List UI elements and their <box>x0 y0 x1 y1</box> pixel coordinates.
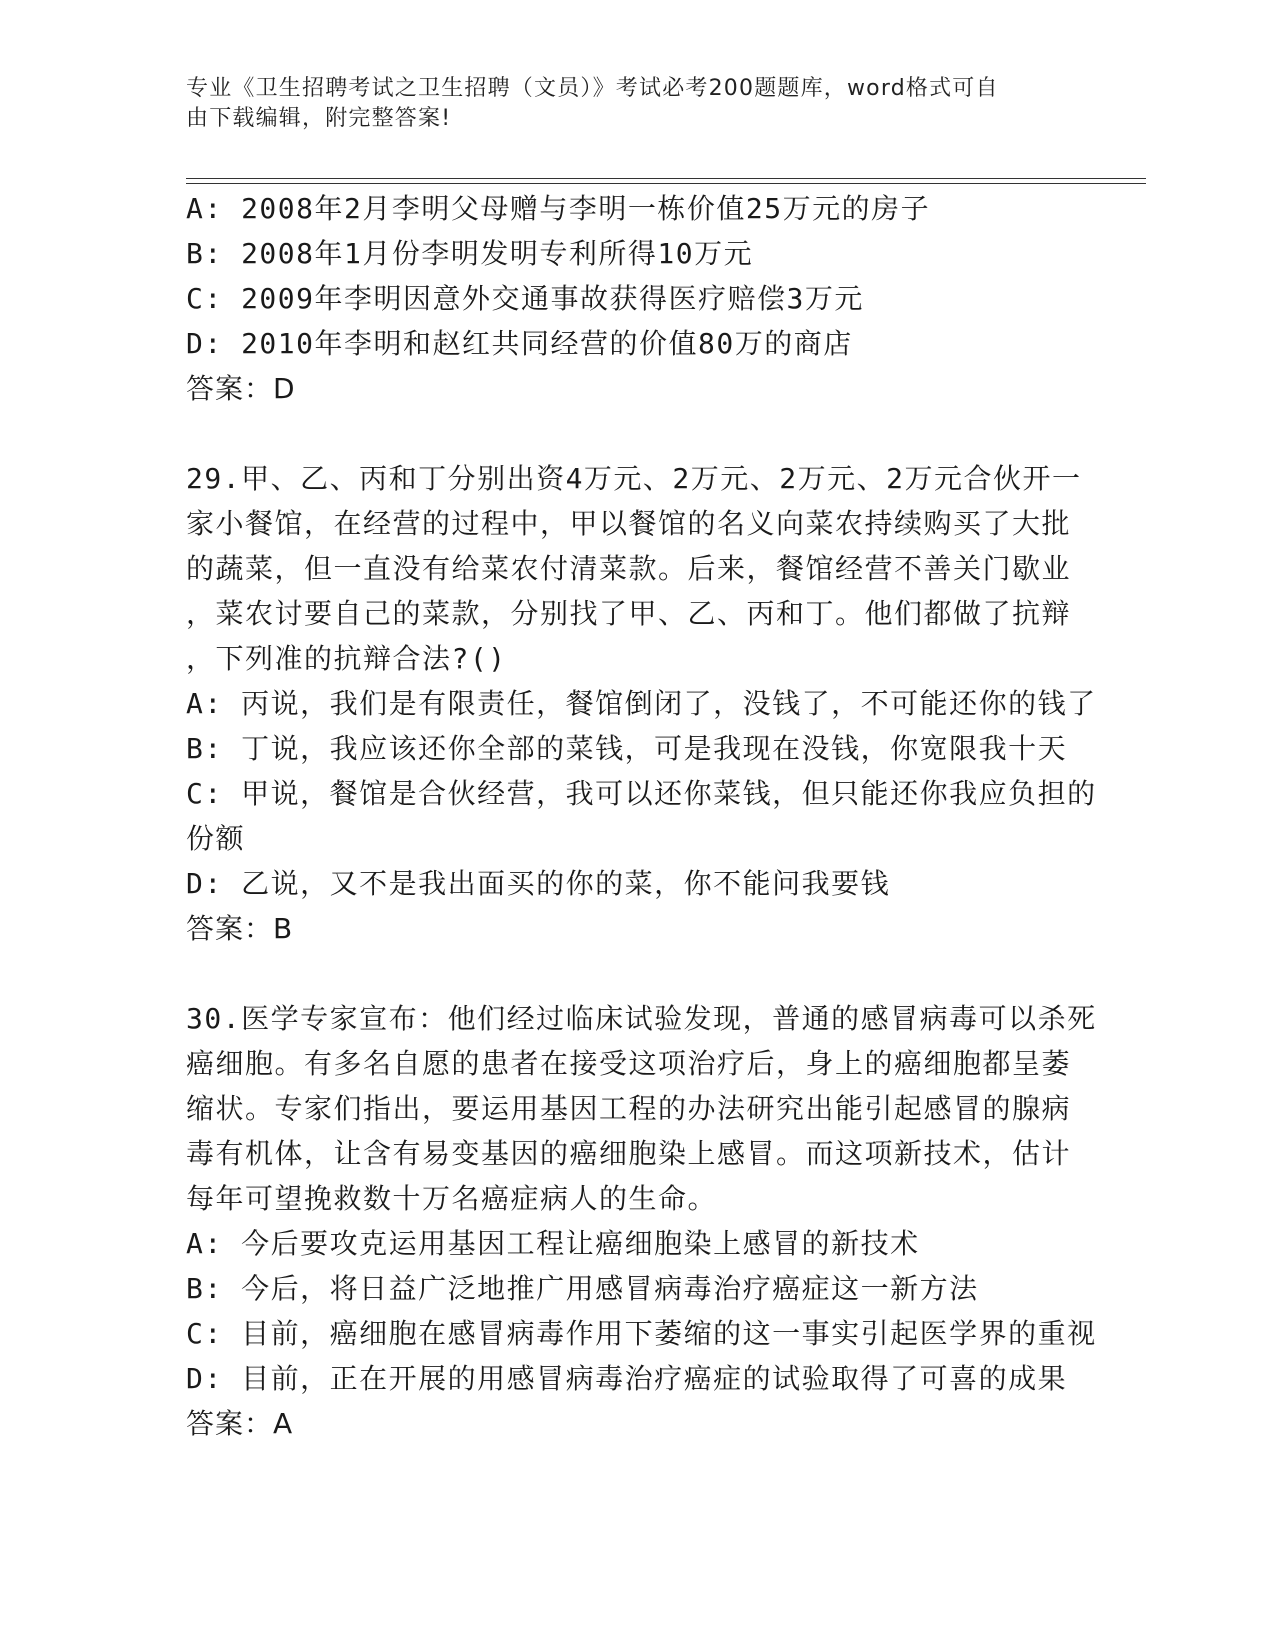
answer-line: 答案：D <box>186 372 296 405</box>
answer-line: 答案：B <box>186 912 294 945</box>
option-c: C: 甲说，餐馆是合伙经营，我可以还你菜钱，但只能还你我应负担的 <box>186 777 1097 810</box>
question-stem-line: 每年可望挽救数十万名癌症病人的生命。 <box>186 1182 718 1215</box>
question-stem-line: 癌细胞。有多名自愿的患者在接受这项治疗后，身上的癌细胞都呈萎 <box>186 1047 1072 1080</box>
header-line-2: 由下载编辑，附完整答案! <box>186 106 452 131</box>
question-28-continued <box>186 186 1086 411</box>
option-b: B: 今后，将日益广泛地推广用感冒病毒治疗癌症这一新方法 <box>186 1272 979 1305</box>
question-stem-line: 毒有机体，让含有易变基因的癌细胞染上感冒。而这项新技术，估计 <box>186 1137 1072 1170</box>
question-spacer <box>186 411 1086 456</box>
option-c: C: 目前，癌细胞在感冒病毒作用下萎缩的这一事实引起医学界的重视 <box>186 1317 1097 1350</box>
header-divider-bottom <box>186 183 1146 184</box>
option-d: D: 目前，正在开展的用感冒病毒治疗癌症的试验取得了可喜的成果 <box>186 1362 1068 1395</box>
question-stem-line: 缩状。专家们指出，要运用基因工程的办法研究出能引起感冒的腺病 <box>186 1092 1072 1125</box>
question-stem-line: ，菜农讨要自己的菜款，分别找了甲、乙、丙和丁。他们都做了抗辩 <box>186 597 1072 630</box>
question-stem-line: 29.甲、乙、丙和丁分别出资4万元、2万元、2万元、2万元合伙开一 <box>186 462 1082 495</box>
question-spacer <box>186 951 1086 996</box>
question-stem-line: ，下列准的抗辩合法?() <box>186 642 507 675</box>
option-d: D: 2010年李明和赵红共同经营的价值80万的商店 <box>186 327 853 360</box>
option-a: A: 2008年2月李明父母赠与李明一栋价值25万元的房子 <box>186 192 931 225</box>
question-stem-line: 的蔬菜，但一直没有给菜农付清菜款。后来，餐馆经营不善关门歇业 <box>186 552 1072 585</box>
answer-line: 答案：A <box>186 1407 294 1440</box>
option-b: B: 丁说，我应该还你全部的菜钱，可是我现在没钱，你宽限我十天 <box>186 732 1068 765</box>
header-line-1: 专业《卫生招聘考试之卫生招聘（文员）》考试必考200题题库，word格式可自 <box>186 76 999 101</box>
question-stem-line: 30.医学专家宣布：他们经过临床试验发现，普通的感冒病毒可以杀死 <box>186 1002 1097 1035</box>
header-divider-top <box>186 178 1146 179</box>
question-stem-line: 家小餐馆，在经营的过程中，甲以餐馆的名义向菜农持续购买了大批 <box>186 507 1072 540</box>
option-c: C: 2009年李明因意外交通事故获得医疗赔偿3万元 <box>186 282 864 315</box>
option-a: A: 今后要攻克运用基因工程让癌细胞染上感冒的新技术 <box>186 1227 920 1260</box>
option-a: A: 丙说，我们是有限责任，餐馆倒闭了，没钱了，不可能还你的钱了 <box>186 687 1097 720</box>
option-b: B: 2008年1月份李明发明专利所得10万元 <box>186 237 754 270</box>
question-30 <box>186 996 1097 1446</box>
option-c-continued: 份额 <box>186 822 246 855</box>
document-body <box>186 186 1097 1446</box>
document-header <box>186 74 1066 134</box>
option-d: D: 乙说，又不是我出面买的你的菜，你不能问我要钱 <box>186 867 891 900</box>
question-29 <box>186 456 1097 951</box>
